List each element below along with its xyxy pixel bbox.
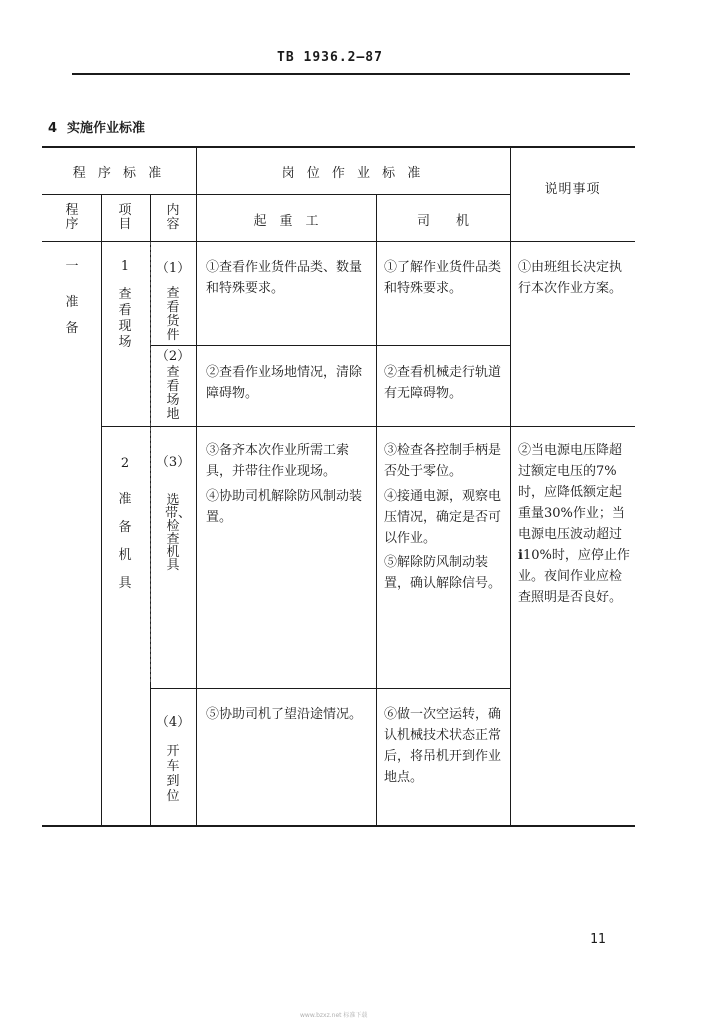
item-number-1: 1 (120, 259, 130, 274)
procedure-number: 一 (65, 259, 79, 274)
row-content-3: 选带、检查机具 (165, 493, 192, 573)
crane-worker-step-1: ①查看作业货件品类、数量和特殊要求。 (206, 260, 363, 296)
section-title-text: 实施作业标准 (67, 121, 146, 136)
sub-header-procedure: 程序 (65, 203, 79, 232)
procedure-name: 准备 (65, 295, 79, 336)
col-divider-procedure (101, 195, 102, 826)
driver-step-5: ⑤解除防风制动装置，确认解除信号。 (384, 555, 502, 591)
sub-header-content: 内容 (166, 203, 180, 232)
driver-step-4: ④接通电源，观察电压情况，确定是否可以作业。 (384, 489, 502, 546)
standard-code: TB 1936.2—87 (277, 50, 383, 65)
row-code-4: （4） (155, 715, 191, 730)
header-rule (72, 73, 630, 75)
table-bottom-rule (42, 825, 635, 827)
row-code-2: （2） (155, 349, 191, 364)
crane-worker-step-5: ⑤协助司机了望沿途情况。 (206, 707, 363, 722)
row-divider-1 (150, 345, 510, 346)
col-divider-driver (376, 195, 377, 826)
remark-2: ②当电源电压降超过额定电压的7%时，应降低额定起重量30%作业；当电源电压波动超过ℹ10%时，应停止作业。夜间作业应检查照明是否良好。 (518, 443, 630, 605)
table-top-rule (42, 146, 635, 148)
item-name-2: 准备机具 (118, 492, 132, 591)
section-title (48, 117, 145, 136)
row-content-2: 查看场地 (166, 365, 180, 422)
watermark: www.bzxz.net 标准下载 (300, 1012, 368, 1019)
crane-worker-step-3: ③备齐本次作业所需工索具，并带往作业现场。 (206, 443, 350, 479)
col-divider-remarks (510, 147, 511, 826)
row-content-4: 开车到位 (166, 744, 180, 804)
section-number: 4 (48, 121, 58, 136)
item-number-2: 2 (120, 456, 130, 471)
row-code-3: （3） (155, 455, 191, 470)
row-content-1: 查看货件 (166, 286, 180, 343)
driver-step-3: ③检查各控制手柄是否处于零位。 (384, 443, 502, 479)
col-divider-content (196, 147, 197, 826)
sub-header-driver: 司 机 (416, 214, 469, 229)
row-code-1: （1） (155, 261, 191, 276)
group-header-remarks: 说明事项 (544, 182, 601, 197)
crane-worker-step-4: ④协助司机解除防风制动装置。 (206, 489, 363, 525)
remark-1: ①由班组长决定执行本次作业方案。 (518, 260, 623, 296)
driver-step-2: ②查看机械走行轨道有无障碍物。 (384, 365, 502, 401)
driver-step-1: ①了解作业货件品类和特殊要求。 (384, 260, 502, 296)
item-name-1: 查看现场 (118, 287, 132, 350)
row-divider-3 (150, 688, 510, 689)
header-divider-2 (42, 241, 635, 242)
driver-step-6: ⑥做一次空运转，确认机械技术状态正常后，将吊机开到作业地点。 (384, 707, 502, 785)
crane-worker-step-2: ②查看作业场地情况，清除障碍物。 (206, 365, 363, 401)
group-header-procedure: 程 序 标 准 (72, 166, 166, 181)
header-divider-1 (42, 194, 510, 195)
sub-header-crane-worker: 起 重 工 (253, 214, 319, 229)
page-number: 11 (590, 932, 606, 947)
row-divider-2 (101, 426, 635, 427)
group-header-post: 岗 位 作 业 标 准 (281, 166, 425, 181)
sub-header-item: 项目 (118, 203, 132, 232)
